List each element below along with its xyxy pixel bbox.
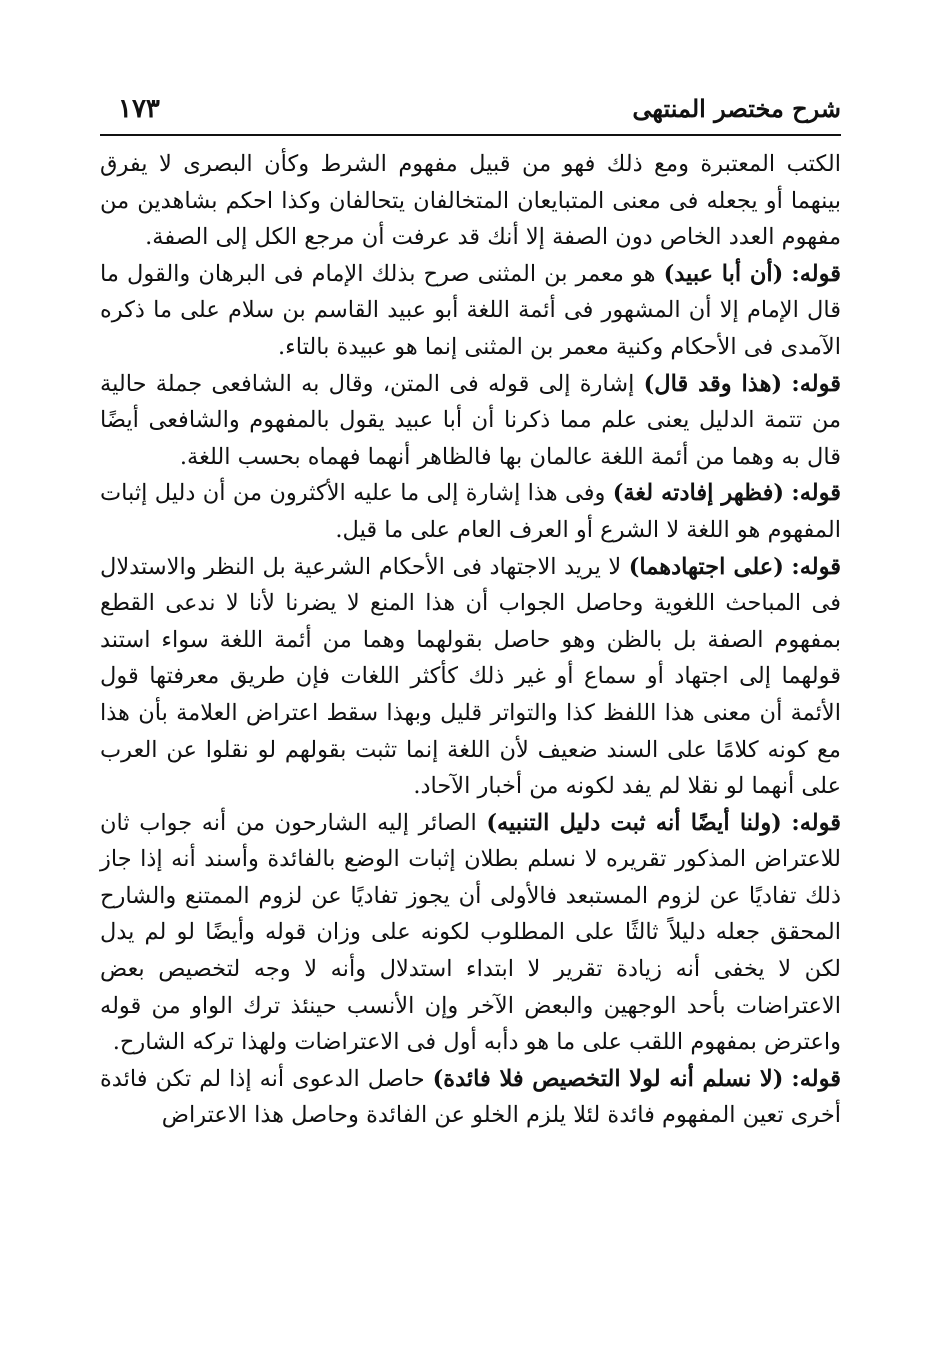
quoted-lemma: (أن أبا عبيد) bbox=[663, 260, 784, 287]
paragraph-text: لا يريد الاجتهاد فى الأحكام الشرعية بل النظر والاستدلال فى المباحث اللغوية وحاصل الجواب أن هذا المنع لا يضرنا لأنا لا ندعى القطع بمفهوم الصفة بل بالظن وهو حاصل بقولهما وهما من أئمة اللغة سواء استند قولهما إلى اجتهاد أو سماع أو غير ذلك كأكثر اللغات فإن طريق معرفتها قول الأئمة أن معنى هذا اللفظ كذا والتواتر قليل وبهذا سقط اعتراض العلامة بأن هذا مع كونه كلامًا على السند ضعيف لأن اللغة إنما تثبت بقولهم لو نقلوا عن العرب على أنهما لو نقلا لم يفد لكونه من أخبار الآحاد. bbox=[100, 553, 841, 800]
qawluhu-label: قوله: bbox=[791, 1065, 842, 1092]
page-header bbox=[100, 88, 841, 128]
paragraph-1 bbox=[100, 146, 841, 256]
paragraph-text: إشارة إلى قوله فى المتن، وقال به الشافعى جملة حالية من تتمة الدليل يعنى علم مما ذكرنا أن أبا عبيد يقول بالمفهوم والشافعى أيضًا قال به وهما من أئمة اللغة عالمان بها فالظاهر أنهما فهماه بحسب اللغة. bbox=[100, 370, 841, 470]
paragraph-2 bbox=[100, 256, 841, 366]
page-number: ١٧٣ bbox=[118, 94, 160, 124]
paragraph-3 bbox=[100, 366, 841, 476]
qawluhu-label: قوله: bbox=[791, 809, 841, 836]
running-title: شرح مختصر المنتهى bbox=[632, 94, 841, 123]
paragraph-5 bbox=[100, 549, 841, 805]
paragraph-text: هو معمر بن المثنى صرح بذلك الإمام فى البرهان والقول ما قال الإمام إلا أن المشهور فى أئمة اللغة أبو عبيد القاسم بن سلام على ما ذكره الآمدى فى الأحكام وكنية معمر بن المثنى إنما هو عبيدة بالتاء. bbox=[100, 260, 841, 360]
quoted-lemma: (فظهر إفادته لغة) bbox=[612, 480, 785, 507]
paragraph-text: الكتب المعتبرة ومع ذلك فهو من قبيل مفهوم الشرط وكأن البصرى لا يفرق بينهما أو يجعله فى معنى المتبايعان المتخالفان يتحالفان وكذا احكم بشاهدين من مفهوم العدد الخاص دون الصفة إلا أنك قد عرفت أن مرجع الكل إلى الصفة. bbox=[100, 151, 841, 251]
qawluhu-label: قوله: bbox=[791, 553, 841, 580]
qawluhu-label: قوله: bbox=[791, 480, 841, 507]
quoted-lemma: (لا نسلم أنه لولا التخصيص فلا فائدة) bbox=[432, 1065, 784, 1092]
paragraph-text: وفى هذا إشارة إلى ما عليه الأكثرون من أن دليل إثبات المفهوم هو اللغة لا الشرع أو العرف العام على ما قيل. bbox=[100, 480, 841, 543]
paragraph-text: الصائر إليه الشارحون من أنه جواب ثان للاعتراض المذكور تقريره لا نسلم بطلان إثبات الوضع بالفائدة وأسند أنه إذا جاز ذلك تفاديًا عن لزوم المستبعد فالأولى أن يجوز تفاديًا عن لزوم الممتنع والشارح المحقق جعله دليلاً ثالثًا على المطلوب لكونه على وزان قوله وأيضًا لو لم يدل لكن لا يخفى أنه زيادة تقرير لا ابتداء استدلال وأنه لا وجه لتخصيص بعض الاعتراضات بأحد الوجهين والبعض الآخر وإن الأنسب حينئذ ترك الواو من قوله واعترض بمفهوم اللقب على ما هو دأبه أول فى الاعتراضات ولهذا تركه الشارح. bbox=[100, 809, 841, 1056]
paragraph-text: حاصل الدعوى أنه إذا لم تكن فائدة أخرى تعين المفهوم فائدة لئلا يلزم الخلو عن الفائدة وحاصل هذا الاعتراض bbox=[100, 1065, 841, 1129]
quoted-lemma: (على اجتهادهما) bbox=[628, 553, 784, 580]
quoted-lemma: (هذا وقد قال) bbox=[643, 370, 783, 397]
paragraph-6 bbox=[100, 805, 841, 1061]
paragraph-4 bbox=[100, 475, 841, 548]
qawluhu-label: قوله: bbox=[791, 370, 842, 397]
main-text bbox=[100, 146, 841, 1134]
quoted-lemma: (ولنا أيضًا أنه ثبت دليل التنبيه) bbox=[486, 809, 782, 836]
header-divider bbox=[100, 134, 841, 136]
qawluhu-label: قوله: bbox=[791, 260, 842, 287]
paragraph-7 bbox=[100, 1061, 841, 1134]
